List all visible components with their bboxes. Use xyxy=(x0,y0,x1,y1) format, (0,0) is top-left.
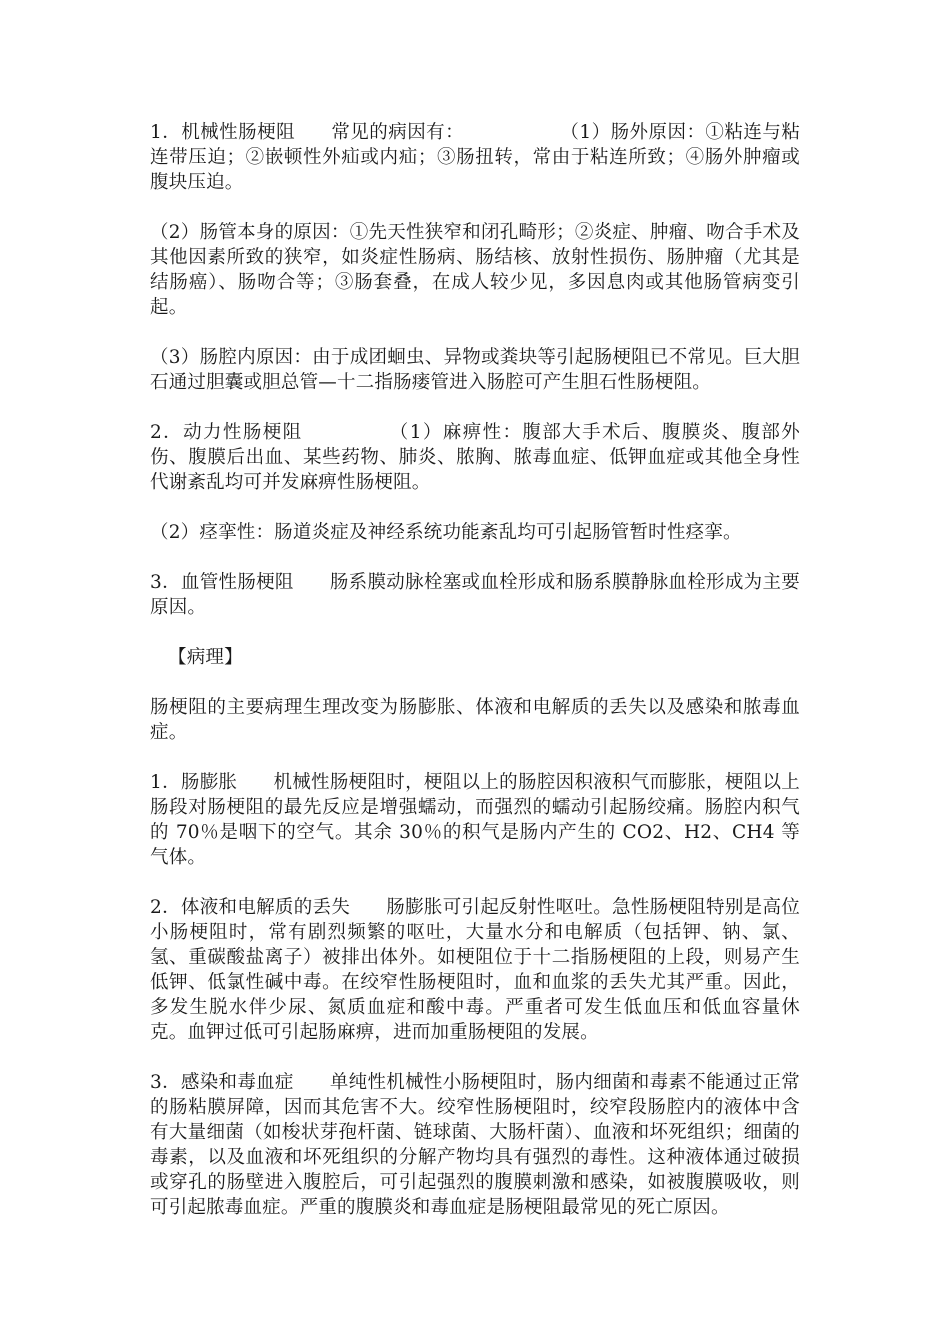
paragraph-intraluminal-causes: （3）肠腔内原因：由于成团蛔虫、异物或粪块等引起肠梗阻已不常见。巨大胆石通过胆囊或胆总管—十二指肠瘘管进入肠腔可产生胆石性肠梗阻。 xyxy=(150,347,800,393)
paragraph-dynamic-obstruction xyxy=(150,420,800,495)
paragraph-spastic: （2）痉挛性：肠道炎症及神经系统功能紊乱均可引起肠管暂时性痉挛。 xyxy=(150,522,742,543)
common-causes-lead: 常见的病因有： xyxy=(331,122,465,143)
heading-mechanical-obstruction: 1．机械性肠梗阻 xyxy=(150,122,296,143)
infection-toxemia-text: 单纯性机械性小肠梗阻时，肠内细菌和毒素不能通过正常的肠粘膜屏障，因而其危害不大。绞窄性肠梗阻时，绞窄段肠腔内的液体中含有大量细菌（如梭状芽孢杆菌、链球菌、大肠杆菌）、血液和坏死组织；细菌的毒素，以及血液和坏死组织的分解产物均具有强烈的毒性。这种液体通过破损或穿孔的肠壁进入腹腔后，可引起强烈的腹膜刺激和感染，如被腹膜吸收，则可引起脓毒血症。严重的腹膜炎和毒血症是肠梗阻最常见的死亡原因。 xyxy=(150,1072,800,1218)
vascular-text: 肠系膜动脉栓塞或血栓形成和肠系膜静脉血栓形成为主要原因。 xyxy=(150,572,800,618)
heading-infection-toxemia: 3．感染和毒血症 xyxy=(150,1072,294,1093)
paragraph-infection-toxemia xyxy=(150,1070,800,1220)
heading-distension: 1．肠膨胀 xyxy=(150,772,238,793)
paralytic-text: （1）麻痹性：腹部大手术后、腹膜炎、腹部外伤、腹膜后出血、某些药物、肺炎、脓胸、脓毒血症、低钾血症或其他全身性代谢紊乱均可并发麻痹性肠梗阻。 xyxy=(150,422,800,493)
paragraph-vascular-obstruction xyxy=(150,570,800,620)
paragraph-intrinsic-causes: （2）肠管本身的原因：①先天性狭窄和闭孔畸形；②炎症、肿瘤、吻合手术及其他因素所致的狭窄，如炎症性肠病、肠结核、放射性损伤、肠肿瘤（尤其是结肠癌）、肠吻合等；③肠套叠，在成人较少见，多因息肉或其他肠管病变引起。 xyxy=(150,222,800,318)
heading-dynamic-obstruction: 2．动力性肠梗阻 xyxy=(150,422,303,443)
paragraph-fluid-loss xyxy=(150,895,800,1045)
heading-fluid-loss: 2．体液和电解质的丢失 xyxy=(150,897,351,918)
document-page xyxy=(150,120,800,1245)
paragraph-distension xyxy=(150,770,800,870)
heading-vascular-obstruction: 3．血管性肠梗阻 xyxy=(150,572,294,593)
distension-text: 机械性肠梗阻时，梗阻以上的肠腔因积液积气而膨胀，梗阻以上肠段对肠梗阻的最先反应是增强蠕动，而强烈的蠕动引起肠绞痛。肠腔内积气的 70％是咽下的空气。其余 30％的积气是肠内产生的 CO2、H2、CH4 等气体。 xyxy=(150,772,800,868)
paragraph-mechanical-obstruction xyxy=(150,120,800,195)
fluid-loss-text: 肠膨胀可引起反射性呕吐。急性肠梗阻特别是高位小肠梗阻时，常有剧烈频繁的呕吐，大量水分和电解质（包括钾、钠、氯、氢、重碳酸盐离子）被排出体外。如梗阻位于十二指肠梗阻的上段，则易产生低钾、低氯性碱中毒。在绞窄性肠梗阻时，血和血浆的丢失尤其严重。因此，多发生脱水伴少尿、氮质血症和酸中毒。严重者可发生低血压和低血容量休克。血钾过低可引起肠麻痹，进而加重肠梗阻的发展。 xyxy=(150,897,800,1043)
extra-intestinal-causes-text: （1）肠外原因：①粘连与粘连带压迫；②嵌顿性外疝或内疝；③肠扭转，常由于粘连所致；④肠外肿瘤或腹块压迫。 xyxy=(150,122,801,193)
paragraph-pathology-summary: 肠梗阻的主要病理生理改变为肠膨胀、体液和电解质的丢失以及感染和脓毒血症。 xyxy=(150,697,800,743)
section-title-pathology: 【病理】 xyxy=(168,647,243,668)
